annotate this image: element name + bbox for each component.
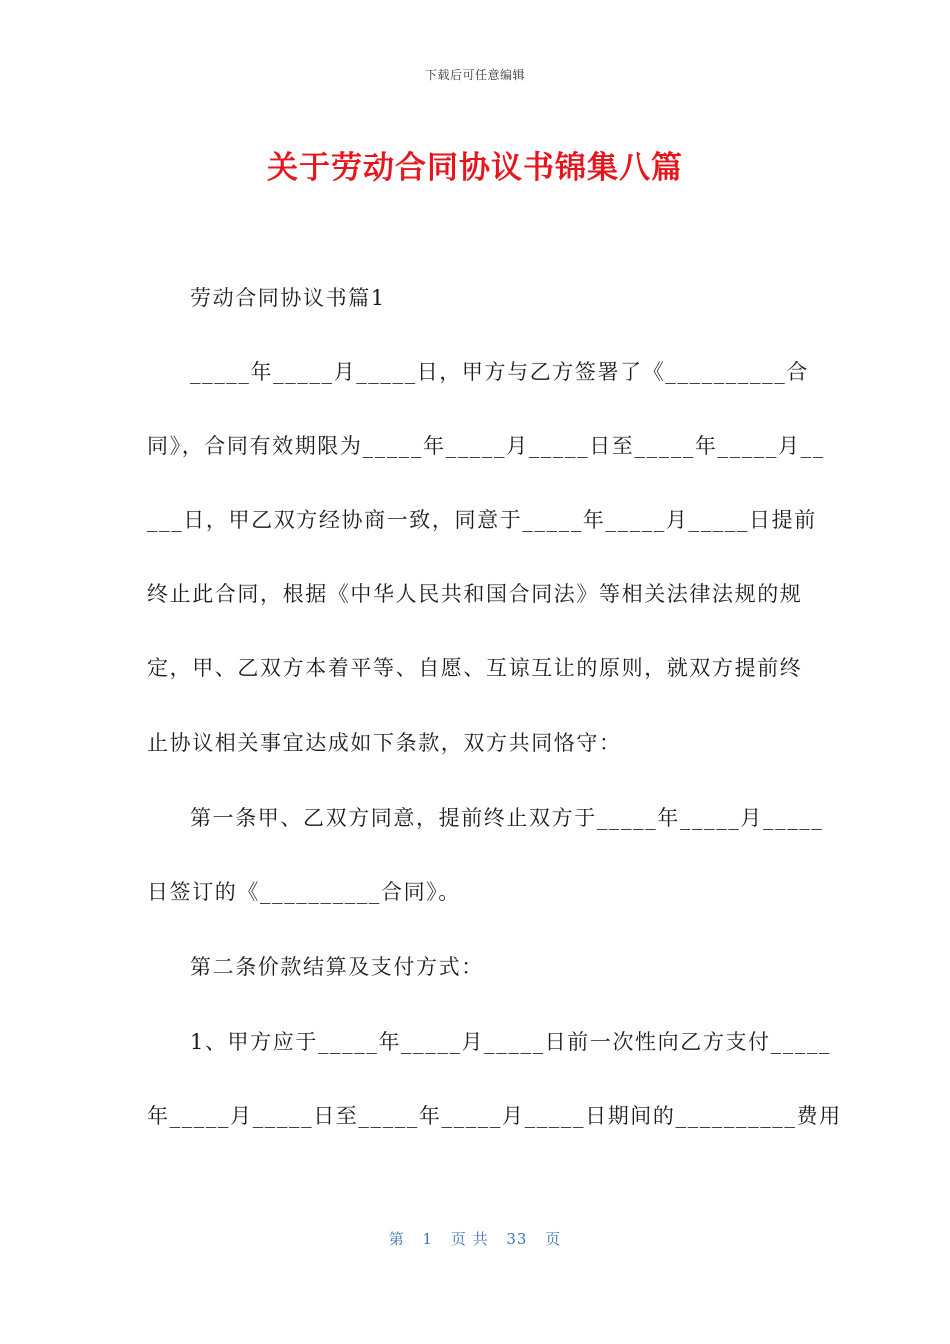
document-title: 关于劳动合同协议书锦集八篇 — [267, 150, 683, 186]
article-line: 第二条价款结算及支付方式： — [190, 955, 484, 979]
footer-page-label: 第 — [388, 1230, 405, 1248]
header-note: 下载后可任意编辑 — [424, 68, 525, 82]
paragraph-line: 同》，合同有效期限为_____年_____月_____日至_____年_____月__ — [147, 434, 825, 458]
footer-page-number: 1 — [422, 1230, 434, 1248]
article-line: 第一条甲、乙双方同意，提前终止双方于_____年_____月_____ — [190, 806, 824, 830]
clause-line: 年_____月_____日至_____年_____月_____日期间的__________费用 — [147, 1104, 842, 1128]
footer-page-suffix: 页 — [545, 1230, 562, 1248]
article-line: 日签订的《__________合同》。 — [147, 880, 461, 904]
paragraph-line: 终止此合同，根据《中华人民共和国合同法》等相关法律法规的规 — [147, 582, 803, 606]
footer-page-mid: 页 共 — [450, 1230, 489, 1248]
section-heading: 劳动合同协议书篇1 — [190, 286, 386, 310]
paragraph-line: 止协议相关事宜达成如下条款，双方共同恪守： — [147, 731, 622, 755]
paragraph-line: _____年_____月_____日，甲方与乙方签署了《__________合 — [190, 360, 809, 384]
paragraph-line: 定，甲、乙双方本着平等、自愿、互谅互让的原则，就双方提前终 — [147, 656, 803, 680]
clause-line: 1、甲方应于_____年_____月_____日前一次性向乙方支付_____ — [190, 1030, 832, 1054]
paragraph-line: ___日，甲乙双方经协商一致，同意于_____年_____月_____日提前 — [147, 508, 817, 532]
page-footer — [0, 1228, 950, 1249]
footer-total-pages: 33 — [506, 1230, 528, 1248]
